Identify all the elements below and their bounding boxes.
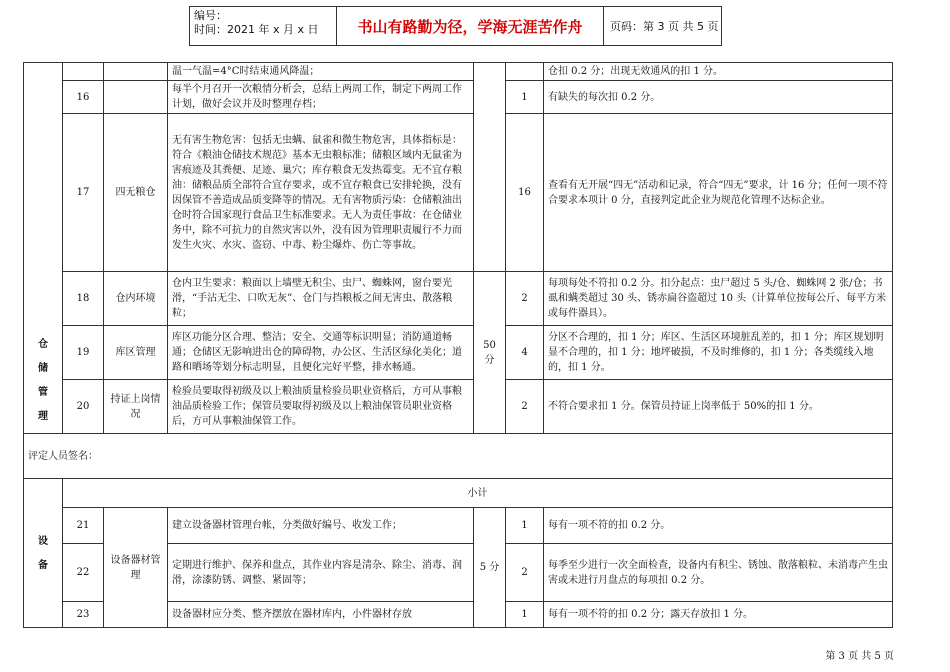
row-number: 18 [63, 272, 104, 326]
criterion-text: 设备器材应分类、整齐摆放在器材库内，小件器材存放 [168, 602, 474, 628]
criterion-text: 建立设备器材管理台帐，分类做好编号、收发工作； [168, 508, 474, 544]
category-char: 管 [38, 387, 48, 398]
deduction-text: 仓扣 0.2 分；出现无效通风的扣 1 分。 [544, 63, 893, 81]
criterion-text: 检验员要取得初级及以上粮油质量检验员职业资格后，方可从事粮油品质检验工作；保管员要取得初级及以上粮油保管员职业资格后，方可从事粮油保管工作。 [168, 380, 474, 434]
item-name: 库区管理 [104, 326, 168, 380]
criterion-text: 温一气温=4°C时结束通风降温； [168, 63, 474, 81]
category-char: 设 [38, 535, 48, 547]
score-value: 2 [506, 544, 544, 602]
storage-total: 50 分 [474, 272, 506, 434]
document-id-label: 编号： [194, 9, 227, 22]
score-value: 1 [506, 508, 544, 544]
deduction-text: 每有一项不符的扣 0.2 分。 [544, 508, 893, 544]
table-row [24, 508, 893, 544]
table-row [24, 434, 893, 479]
criterion-text: 定期进行维护、保养和盘点，其作业内容是清杂、除尘、消毒、润滑，涂漆防锈、调整、紧固等； [168, 544, 474, 602]
criterion-text: 库区功能分区合理、整洁；安全、交通等标识明显；消防通道畅通；仓储区无影响进出仓的障碍物，办公区、生活区绿化美化；道路和晒场等划分标志明显，且便化完好平整，排水畅通。 [168, 326, 474, 380]
deduction-text: 查看有无开展“四无”活动和记录，符合“四无”要求，计 16 分；任何一项不符合要求本项计 0 分，直接判定此企业为规范化管理不达标企业。 [544, 114, 893, 272]
document-date: 时间：2021 年 x 月 x 日 [194, 23, 319, 36]
page-header [189, 6, 722, 46]
table-row [24, 114, 893, 272]
category-char: 备 [38, 559, 48, 571]
deduction-text: 不符合要求扣 1 分。保管员持证上岗率低于 50%的扣 1 分。 [544, 380, 893, 434]
category-char: 仓 [38, 339, 48, 350]
score-value: 2 [506, 380, 544, 434]
table-row [24, 63, 893, 81]
item-name: 仓内环境 [104, 272, 168, 326]
row-number: 21 [63, 508, 104, 544]
page-number-label: 页码：第 3 页 共 5 页 [610, 20, 719, 33]
row-number: 23 [63, 602, 104, 628]
deduction-text: 每项每处不符扣 0.2 分。扣分起点：虫尸超过 5 头/仓、蜘蛛网 2 张/仓；书虱和螨类超过 30 头、锈赤扁谷盗超过 10 头（计算单位按每公斤、每平方米或每件器具）。 [544, 272, 893, 326]
category-char: 理 [38, 411, 48, 422]
row-number: 19 [63, 326, 104, 380]
item-name: 持证上岗情况 [104, 380, 168, 434]
category-equipment [24, 479, 63, 628]
deduction-text: 有缺失的每次扣 0.2 分。 [544, 81, 893, 114]
table-row [24, 272, 893, 326]
page-footer: 第 3 页 共 5 页 [825, 651, 894, 662]
item-name: 四无粮仓 [104, 114, 168, 272]
table-row [24, 479, 893, 508]
table-row [24, 81, 893, 114]
table-row [24, 326, 893, 380]
category-storage [24, 63, 63, 434]
criterion-text: 仓内卫生要求：粮面以上墙壁无积尘、虫尸、蜘蛛网，窗台要光滑，“手沾无尘、口吹无灰”、仓门与挡粮板之间无害虫、散落粮粒； [168, 272, 474, 326]
row-number: 17 [63, 114, 104, 272]
table-row [24, 380, 893, 434]
equipment-total: 5 分 [474, 508, 506, 628]
subtotal-label: 小计 [63, 479, 893, 508]
header-motto: 书山有路勤为径，学海无涯苦作舟 [337, 7, 604, 45]
score-value: 1 [506, 81, 544, 114]
criterion-text: 每半个月召开一次粮情分析会，总结上两周工作，制定下两周工作计划，做好会议并及时整理存档； [168, 81, 474, 114]
criterion-text: 无有害生物危害：包括无虫螨、鼠雀和微生物危害，具体指标是：符合《粮油仓储技术规范》基本无虫粮标准；储粮区域内无鼠雀为害痕迹及其粪便、足迹、巢穴；库存粮食无发热霉变。无不宜存粮油：储粮品质全部符合宜存要求，或不宜存粮食已安排轮换，没有因保管不善造成品质变降等的情况。无有害物质污染：仓储粮油出仓时符合国家现行食品卫生标准要求。无人为责任事故：在仓储业务中，除不可抗力的自然灾害以外，没有因为管理职责履行不力而发生火灾、水灾、盗窃、中毒、粉尘爆炸、伤亡等事故。 [168, 114, 474, 272]
score-value: 4 [506, 326, 544, 380]
deduction-text: 每有一项不符的扣 0.2 分；露天存放扣 1 分。 [544, 602, 893, 628]
row-number: 22 [63, 544, 104, 602]
score-value: 16 [506, 114, 544, 272]
score-value: 2 [506, 272, 544, 326]
evaluation-table [23, 62, 893, 628]
row-number: 16 [63, 81, 104, 114]
deduction-text: 分区不合理的，扣 1 分；库区、生活区环境脏乱差的，扣 1 分；库区规划明显不合理的，扣 1 分；地坪破损，不及时维修的，扣 1 分；各类缆线入地的，扣 1 分。 [544, 326, 893, 380]
header-meta [190, 7, 337, 45]
item-name: 设备器材管理 [104, 508, 168, 628]
deduction-text: 每季至少进行一次全面检查，设备内有积尘、锈蚀、散落粮粒、未消毒产生虫害或未进行月盘点的每项扣 0.2 分。 [544, 544, 893, 602]
signature-label: 评定人员签名： [24, 434, 893, 479]
category-char: 储 [38, 363, 48, 374]
row-number: 20 [63, 380, 104, 434]
score-value: 1 [506, 602, 544, 628]
